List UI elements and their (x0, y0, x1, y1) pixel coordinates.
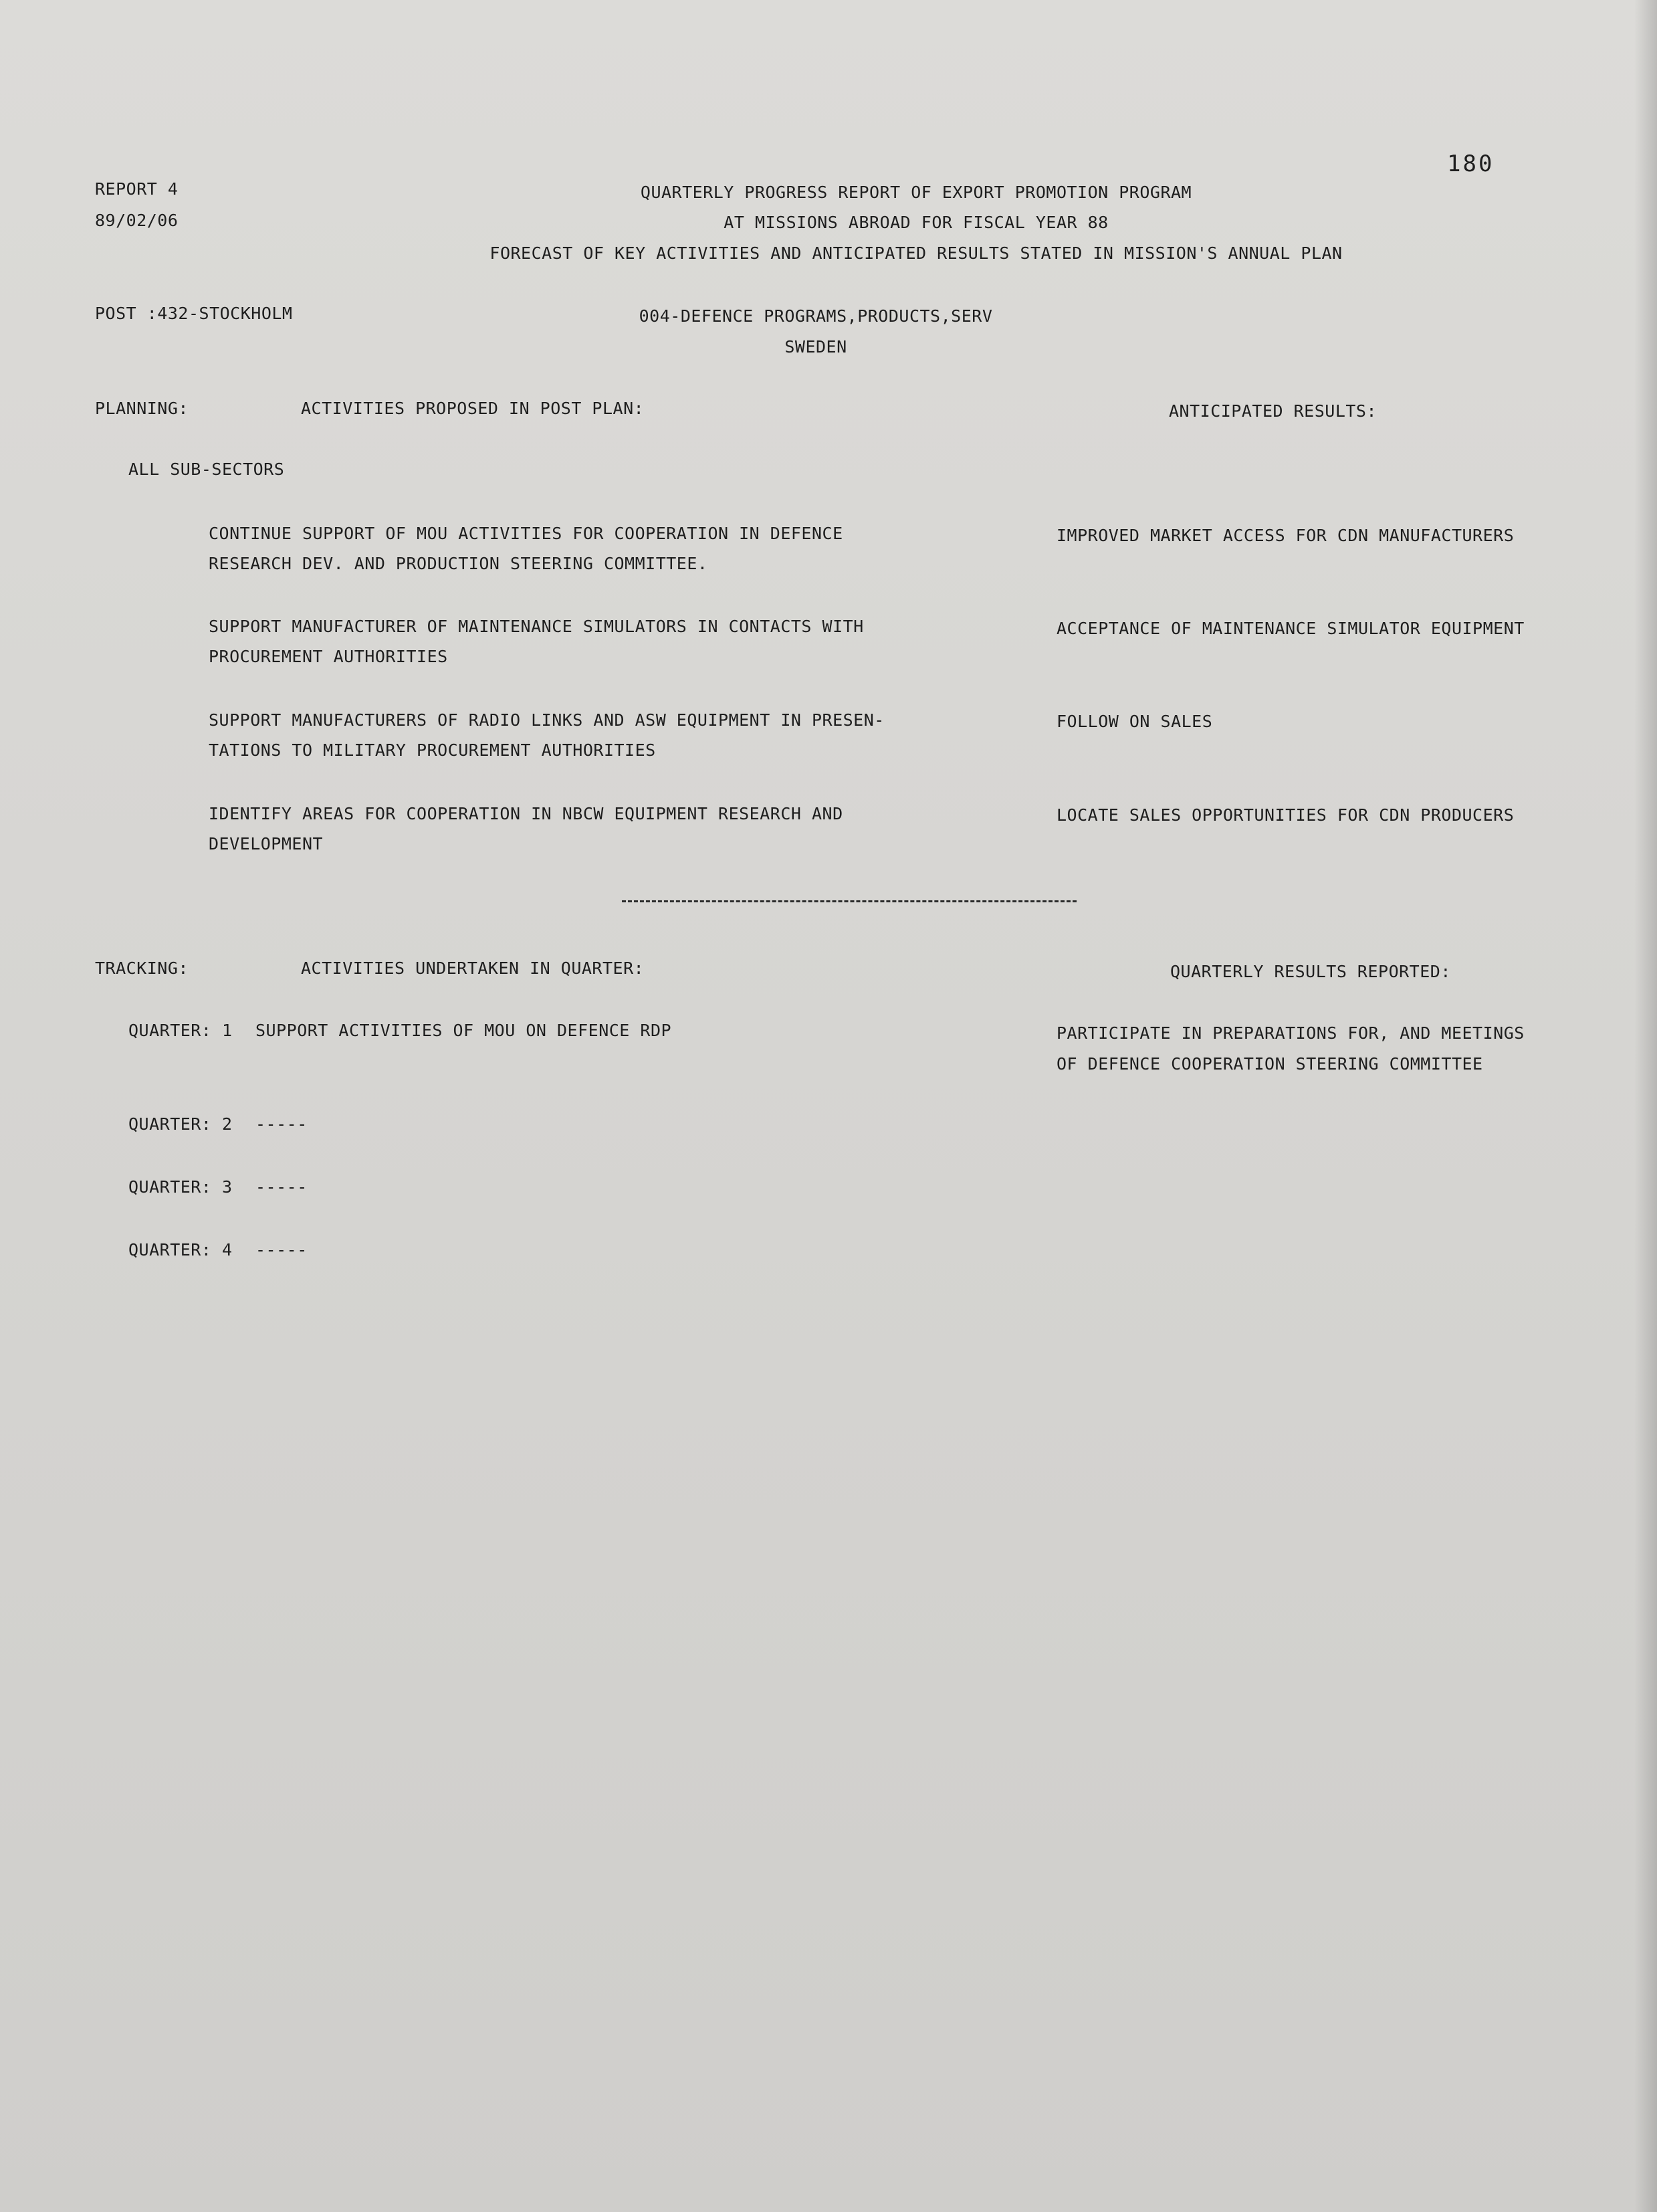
quarter-label: QUARTER: 4 (128, 1240, 233, 1260)
result-line: ACCEPTANCE OF MAINTENANCE SIMULATOR EQUIPMENT (1057, 619, 1525, 638)
page-edge-shadow (1634, 0, 1657, 2212)
report-title-line1: QUARTERLY PROGRESS REPORT OF EXPORT PROMOTION PROGRAM (640, 183, 1192, 202)
post-label: POST :432-STOCKHOLM (95, 304, 293, 323)
tracking-results-header: QUARTERLY RESULTS REPORTED: (1170, 962, 1451, 981)
quarter-activity: ----- (255, 1240, 308, 1260)
quarter-activity: ----- (255, 1114, 308, 1134)
quarter-result-line: PARTICIPATE IN PREPARATIONS FOR, AND MEETINGS (1057, 1023, 1525, 1043)
activity-line: TATIONS TO MILITARY PROCUREMENT AUTHORITIES (209, 740, 656, 760)
result-line: IMPROVED MARKET ACCESS FOR CDN MANUFACTURERS (1057, 526, 1515, 545)
activity-line: DEVELOPMENT (209, 834, 324, 853)
tracking-label: TRACKING: (95, 959, 189, 978)
quarter-label: QUARTER: 1 (128, 1021, 233, 1040)
report-title-line2: AT MISSIONS ABROAD FOR FISCAL YEAR 88 (724, 213, 1109, 232)
quarter-activity: ----- (255, 1177, 308, 1197)
result-line: LOCATE SALES OPPORTUNITIES FOR CDN PRODUCERS (1057, 805, 1515, 825)
tracking-activities-header: ACTIVITIES UNDERTAKEN IN QUARTER: (301, 959, 645, 978)
sector-line2: SWEDEN (784, 337, 847, 357)
quarter-result-line: OF DEFENCE COOPERATION STEERING COMMITTEE (1057, 1054, 1483, 1074)
subsector-label: ALL SUB-SECTORS (128, 460, 285, 479)
quarter-label: QUARTER: 2 (128, 1114, 233, 1134)
result-line: FOLLOW ON SALES (1057, 712, 1213, 731)
planning-results-header: ANTICIPATED RESULTS: (1169, 401, 1377, 421)
activity-line: SUPPORT MANUFACTURER OF MAINTENANCE SIMULATORS IN CONTACTS WITH (209, 617, 864, 636)
activity-line: CONTINUE SUPPORT OF MOU ACTIVITIES FOR COOPERATION IN DEFENCE (209, 524, 843, 543)
activity-line: PROCUREMENT AUTHORITIES (209, 647, 448, 666)
report-label: REPORT 4 (95, 179, 179, 199)
quarter-label: QUARTER: 3 (128, 1177, 233, 1197)
report-date: 89/02/06 (95, 211, 179, 230)
quarter-activity: SUPPORT ACTIVITIES OF MOU ON DEFENCE RDP (255, 1021, 672, 1040)
planning-activities-header: ACTIVITIES PROPOSED IN POST PLAN: (301, 399, 645, 418)
planning-label: PLANNING: (95, 399, 189, 418)
sector-line1: 004-DEFENCE PROGRAMS,PRODUCTS,SERV (639, 306, 993, 326)
section-divider (622, 900, 1077, 902)
activity-line: RESEARCH DEV. AND PRODUCTION STEERING COMMITTEE. (209, 554, 708, 573)
activity-line: SUPPORT MANUFACTURERS OF RADIO LINKS AND ASW EQUIPMENT IN PRESEN- (209, 710, 885, 730)
page-number: 180 (1447, 150, 1495, 177)
activity-line: IDENTIFY AREAS FOR COOPERATION IN NBCW EQUIPMENT RESEARCH AND (209, 804, 843, 823)
report-title-line3: FORECAST OF KEY ACTIVITIES AND ANTICIPATED RESULTS STATED IN MISSION'S ANNUAL PLAN (489, 243, 1343, 263)
